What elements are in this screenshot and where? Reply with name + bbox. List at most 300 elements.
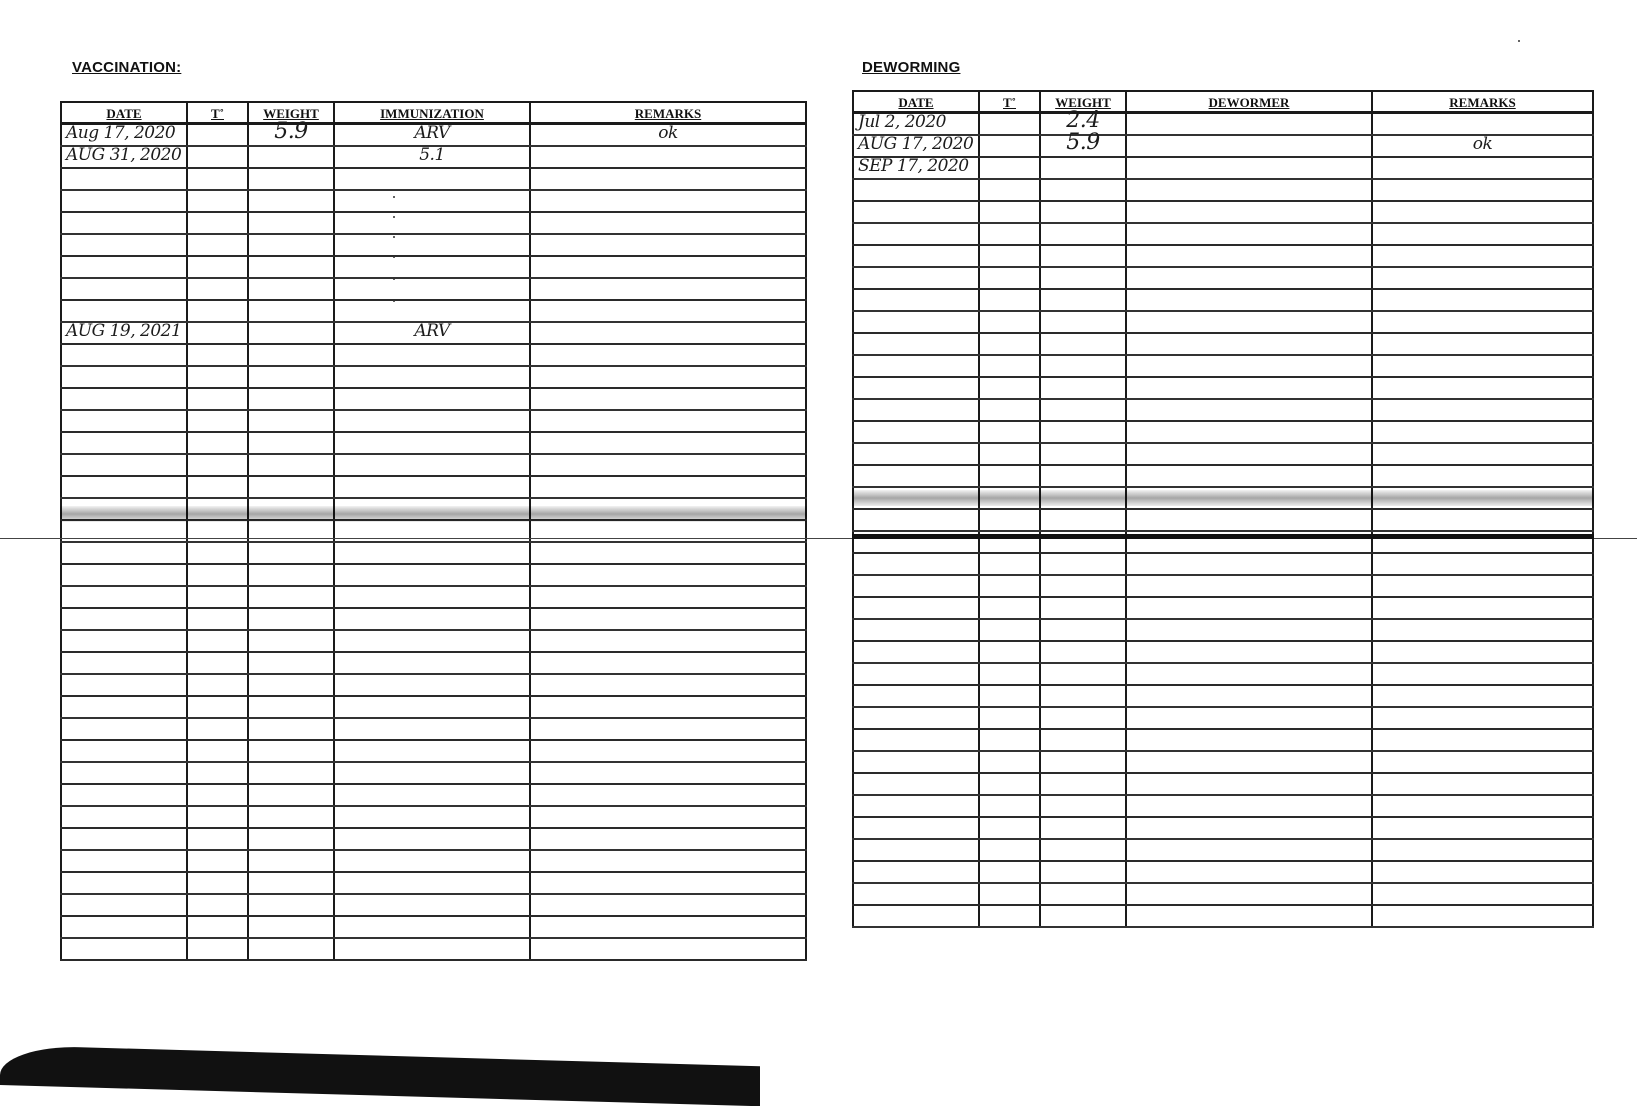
cell-weight — [248, 586, 334, 608]
table-row — [61, 344, 806, 366]
cell-dewormer — [1126, 663, 1372, 685]
cell-date — [61, 476, 187, 498]
table-row — [61, 828, 806, 850]
cell-immunization — [334, 344, 530, 366]
cell-date — [61, 212, 187, 234]
cell-dewormer — [1126, 289, 1372, 311]
cell-weight — [248, 410, 334, 432]
table-row — [61, 718, 806, 740]
cell-remarks — [1372, 113, 1593, 136]
cell-weight — [248, 564, 334, 586]
cell-weight — [248, 894, 334, 916]
cell-weight — [1040, 130, 1126, 157]
table-row — [61, 168, 806, 190]
cell-dewormer — [1126, 905, 1372, 927]
cell-temperature — [979, 553, 1040, 575]
cell-date — [853, 135, 979, 157]
table-row — [853, 201, 1593, 223]
cell-temperature — [979, 509, 1040, 531]
cell-dewormer — [1126, 355, 1372, 377]
cell-immunization — [334, 652, 530, 674]
cell-remarks — [530, 190, 806, 212]
header-temperature: T˚ — [979, 91, 1040, 113]
cell-temperature — [187, 432, 248, 454]
cell-remarks — [1372, 861, 1593, 883]
cell-date — [61, 322, 187, 344]
cell-temperature — [187, 916, 248, 938]
cell-immunization — [334, 476, 530, 498]
cell-temperature — [979, 619, 1040, 641]
deworming-table — [852, 90, 1594, 928]
cell-date — [61, 278, 187, 300]
table-row — [61, 872, 806, 894]
cell-immunization — [334, 190, 530, 212]
table-row — [853, 267, 1593, 289]
table-row — [61, 652, 806, 674]
cell-weight — [1040, 663, 1126, 685]
cell-dewormer — [1126, 575, 1372, 597]
cell-remarks — [1372, 905, 1593, 927]
cell-remarks — [1372, 311, 1593, 333]
table-row — [853, 377, 1593, 399]
cell-date — [853, 729, 979, 751]
cell-weight — [1040, 509, 1126, 531]
table-row — [853, 509, 1593, 531]
cell-weight — [248, 234, 334, 256]
cell-dewormer — [1126, 179, 1372, 201]
header-immunization: IMMUNIZATION — [334, 102, 530, 124]
cell-temperature — [979, 773, 1040, 795]
cell-weight — [248, 322, 334, 344]
cell-weight — [1040, 311, 1126, 333]
cell-remarks — [530, 850, 806, 872]
cell-weight — [1040, 179, 1126, 201]
vaccination-title: VACCINATION: — [72, 59, 182, 76]
cell-date — [61, 916, 187, 938]
cell-date — [853, 553, 979, 575]
cell-dewormer — [1126, 201, 1372, 223]
cell-weight — [248, 146, 334, 168]
cell-dewormer — [1126, 685, 1372, 707]
cell-dewormer — [1126, 751, 1372, 773]
table-row — [61, 762, 806, 784]
table-row — [61, 542, 806, 564]
cell-remarks — [1372, 443, 1593, 465]
cell-date — [853, 443, 979, 465]
cell-remarks — [530, 674, 806, 696]
cell-remarks — [530, 234, 806, 256]
cell-weight — [248, 850, 334, 872]
cell-weight — [248, 168, 334, 190]
cell-dewormer — [1126, 509, 1372, 531]
cell-weight — [1040, 773, 1126, 795]
cell-immunization — [334, 828, 530, 850]
header-remarks: REMARKS — [530, 102, 806, 124]
table-row — [853, 421, 1593, 443]
cell-weight — [248, 190, 334, 212]
cell-temperature — [187, 190, 248, 212]
cell-date — [853, 839, 979, 861]
cell-weight — [1040, 443, 1126, 465]
cell-remarks — [1372, 399, 1593, 421]
cell-remarks — [530, 168, 806, 190]
cell-immunization — [334, 300, 530, 322]
table-row — [853, 707, 1593, 729]
handwritten-weight: 5.9 — [1066, 130, 1100, 155]
cell-immunization — [334, 938, 530, 960]
cell-temperature — [187, 718, 248, 740]
cell-weight — [1040, 839, 1126, 861]
table-row — [61, 586, 806, 608]
cell-dewormer — [1126, 333, 1372, 355]
cell-weight — [1040, 795, 1126, 817]
cell-temperature — [979, 707, 1040, 729]
cell-remarks — [1372, 465, 1593, 487]
header-remarks: REMARKS — [1372, 91, 1593, 113]
cell-weight — [1040, 817, 1126, 839]
dotted-mark — [393, 300, 395, 302]
cell-temperature — [187, 652, 248, 674]
cell-temperature — [979, 597, 1040, 619]
scan-speck — [1518, 40, 1520, 42]
cell-immunization — [334, 388, 530, 410]
cell-immunization — [334, 630, 530, 652]
table-row — [853, 333, 1593, 355]
table-row — [61, 300, 806, 322]
cell-remarks — [1372, 729, 1593, 751]
cell-date — [61, 234, 187, 256]
cell-remarks — [530, 894, 806, 916]
table-row — [853, 641, 1593, 663]
deworming-header-row — [853, 91, 1593, 113]
cell-weight — [248, 916, 334, 938]
cell-temperature — [979, 751, 1040, 773]
cell-date — [853, 707, 979, 729]
cell-weight — [1040, 289, 1126, 311]
cell-date — [853, 157, 979, 179]
cell-date — [853, 619, 979, 641]
cell-immunization — [334, 740, 530, 762]
cell-weight — [1040, 201, 1126, 223]
cell-weight — [248, 366, 334, 388]
handwritten-immunization: ARV — [414, 123, 450, 143]
table-row — [853, 751, 1593, 773]
table-row — [853, 817, 1593, 839]
cell-temperature — [979, 135, 1040, 157]
cell-temperature — [187, 630, 248, 652]
table-row — [61, 476, 806, 498]
cell-remarks — [530, 322, 806, 344]
handwritten-date: AUG 19, 2021 — [66, 321, 182, 341]
cell-remarks — [530, 300, 806, 322]
table-row — [61, 432, 806, 454]
cell-immunization — [334, 872, 530, 894]
cell-temperature — [187, 454, 248, 476]
cell-date — [61, 190, 187, 212]
cell-immunization — [334, 366, 530, 388]
cell-date — [61, 608, 187, 630]
cell-date — [853, 773, 979, 795]
cell-temperature — [187, 762, 248, 784]
cell-weight — [1040, 553, 1126, 575]
vaccination-body — [61, 119, 806, 961]
cell-dewormer — [1126, 707, 1372, 729]
cell-dewormer — [1126, 311, 1372, 333]
cell-remarks — [530, 608, 806, 630]
cell-remarks — [1372, 245, 1593, 267]
cell-weight — [1040, 399, 1126, 421]
cell-dewormer — [1126, 883, 1372, 905]
cell-remarks — [1372, 289, 1593, 311]
cell-temperature — [979, 113, 1040, 136]
handwritten-remarks: ok — [1472, 134, 1493, 154]
cell-remarks — [1372, 267, 1593, 289]
cell-remarks — [530, 366, 806, 388]
table-row — [61, 124, 806, 147]
cell-temperature — [187, 256, 248, 278]
cell-temperature — [187, 784, 248, 806]
cell-date — [61, 828, 187, 850]
cell-weight — [248, 344, 334, 366]
table-row — [61, 146, 806, 168]
cell-temperature — [187, 740, 248, 762]
cell-immunization — [334, 718, 530, 740]
table-row — [853, 289, 1593, 311]
cell-weight — [248, 718, 334, 740]
cell-weight — [248, 806, 334, 828]
cell-date — [853, 289, 979, 311]
cell-dewormer — [1126, 157, 1372, 179]
cell-weight — [248, 278, 334, 300]
table-row — [853, 113, 1593, 136]
cell-dewormer — [1126, 113, 1372, 136]
cell-weight — [1040, 751, 1126, 773]
cell-remarks — [530, 278, 806, 300]
cell-weight — [1040, 355, 1126, 377]
handwritten-immunization: ARV — [414, 321, 450, 341]
table-row — [853, 861, 1593, 883]
dotted-mark — [393, 196, 395, 198]
cell-date — [61, 432, 187, 454]
cell-temperature — [979, 223, 1040, 245]
cell-temperature — [187, 344, 248, 366]
cell-weight — [1040, 883, 1126, 905]
cell-date — [61, 872, 187, 894]
cell-date — [853, 751, 979, 773]
cell-dewormer — [1126, 443, 1372, 465]
cell-dewormer — [1126, 641, 1372, 663]
handwritten-date: AUG 31, 2020 — [66, 145, 182, 165]
cell-dewormer — [1126, 421, 1372, 443]
table-row — [853, 553, 1593, 575]
cell-temperature — [979, 861, 1040, 883]
cell-temperature — [187, 674, 248, 696]
cell-weight — [1040, 619, 1126, 641]
cell-weight — [1040, 465, 1126, 487]
cell-temperature — [187, 212, 248, 234]
cell-dewormer — [1126, 795, 1372, 817]
cell-temperature — [979, 399, 1040, 421]
cell-temperature — [187, 806, 248, 828]
cell-date — [61, 762, 187, 784]
cell-weight — [1040, 223, 1126, 245]
cell-weight — [1040, 575, 1126, 597]
cell-date — [853, 377, 979, 399]
cell-temperature — [187, 894, 248, 916]
cell-immunization — [334, 256, 530, 278]
cell-immunization — [334, 608, 530, 630]
header-date: DATE — [853, 91, 979, 113]
cell-temperature — [187, 850, 248, 872]
table-row — [853, 685, 1593, 707]
cell-remarks — [530, 564, 806, 586]
cell-remarks — [1372, 883, 1593, 905]
table-row — [853, 311, 1593, 333]
cell-date — [61, 564, 187, 586]
cell-date — [853, 333, 979, 355]
cell-remarks — [530, 806, 806, 828]
cell-temperature — [979, 685, 1040, 707]
cell-temperature — [187, 608, 248, 630]
table-row — [61, 674, 806, 696]
cell-temperature — [979, 333, 1040, 355]
cell-dewormer — [1126, 267, 1372, 289]
cell-remarks — [530, 388, 806, 410]
cell-remarks — [530, 696, 806, 718]
cell-weight — [248, 300, 334, 322]
cell-remarks — [530, 938, 806, 960]
cell-remarks — [530, 146, 806, 168]
cell-weight — [1040, 157, 1126, 179]
cell-immunization — [334, 696, 530, 718]
cell-temperature — [979, 267, 1040, 289]
table-row — [853, 905, 1593, 927]
cell-remarks — [1372, 707, 1593, 729]
cell-immunization — [334, 146, 530, 168]
dotted-mark — [393, 278, 395, 280]
cell-immunization — [334, 542, 530, 564]
cell-remarks — [1372, 355, 1593, 377]
table-row — [853, 179, 1593, 201]
vaccination-table — [60, 101, 807, 961]
cell-remarks — [1372, 135, 1593, 157]
table-row — [61, 256, 806, 278]
cell-remarks — [1372, 575, 1593, 597]
table-row — [853, 795, 1593, 817]
cell-date — [853, 201, 979, 223]
cell-remarks — [1372, 553, 1593, 575]
cell-weight — [248, 784, 334, 806]
cell-temperature — [979, 729, 1040, 751]
cell-date — [853, 113, 979, 136]
table-row — [61, 564, 806, 586]
cell-remarks — [530, 124, 806, 147]
cell-date — [853, 245, 979, 267]
cell-date — [853, 465, 979, 487]
table-row — [853, 399, 1593, 421]
cell-date — [853, 883, 979, 905]
cell-remarks — [1372, 157, 1593, 179]
cell-remarks — [530, 476, 806, 498]
cell-weight — [248, 454, 334, 476]
cell-remarks — [530, 762, 806, 784]
cell-weight — [248, 212, 334, 234]
cell-immunization — [334, 564, 530, 586]
table-row — [853, 443, 1593, 465]
cell-date — [853, 663, 979, 685]
cell-temperature — [979, 839, 1040, 861]
table-row — [61, 850, 806, 872]
cell-weight — [248, 696, 334, 718]
table-row — [853, 575, 1593, 597]
cell-date — [853, 399, 979, 421]
cell-remarks — [530, 586, 806, 608]
cell-remarks — [1372, 663, 1593, 685]
cell-immunization — [334, 784, 530, 806]
cell-remarks — [1372, 619, 1593, 641]
cell-weight — [248, 476, 334, 498]
cell-temperature — [187, 938, 248, 960]
cell-temperature — [979, 465, 1040, 487]
cell-immunization — [334, 322, 530, 344]
cell-weight — [248, 938, 334, 960]
cell-remarks — [1372, 641, 1593, 663]
cell-date — [853, 509, 979, 531]
cell-dewormer — [1126, 245, 1372, 267]
cell-weight — [248, 119, 334, 147]
header-date: DATE — [61, 102, 187, 124]
cell-immunization — [334, 168, 530, 190]
cell-weight — [1040, 377, 1126, 399]
cell-remarks — [1372, 839, 1593, 861]
cell-remarks — [1372, 201, 1593, 223]
table-row — [853, 597, 1593, 619]
cell-temperature — [979, 795, 1040, 817]
cell-remarks — [530, 784, 806, 806]
cell-remarks — [1372, 685, 1593, 707]
cell-immunization — [334, 762, 530, 784]
cell-remarks — [530, 432, 806, 454]
cell-remarks — [1372, 333, 1593, 355]
table-row — [853, 355, 1593, 377]
cell-date — [61, 454, 187, 476]
cell-remarks — [1372, 751, 1593, 773]
table-row — [61, 806, 806, 828]
cell-date — [61, 784, 187, 806]
cell-weight — [248, 740, 334, 762]
table-row — [61, 388, 806, 410]
scan-smudge — [60, 506, 807, 522]
cell-date — [853, 355, 979, 377]
dotted-mark — [393, 236, 395, 238]
table-row — [61, 212, 806, 234]
fold-shadow-line — [852, 534, 1594, 539]
cell-date — [61, 718, 187, 740]
cell-date — [853, 311, 979, 333]
table-row — [61, 366, 806, 388]
cell-date — [853, 685, 979, 707]
cell-immunization — [334, 234, 530, 256]
cell-date — [61, 806, 187, 828]
cell-date — [61, 344, 187, 366]
cell-date — [853, 817, 979, 839]
table-row — [853, 245, 1593, 267]
cell-temperature — [187, 564, 248, 586]
cell-date — [61, 366, 187, 388]
cell-immunization — [334, 410, 530, 432]
table-row — [853, 883, 1593, 905]
cell-temperature — [187, 146, 248, 168]
